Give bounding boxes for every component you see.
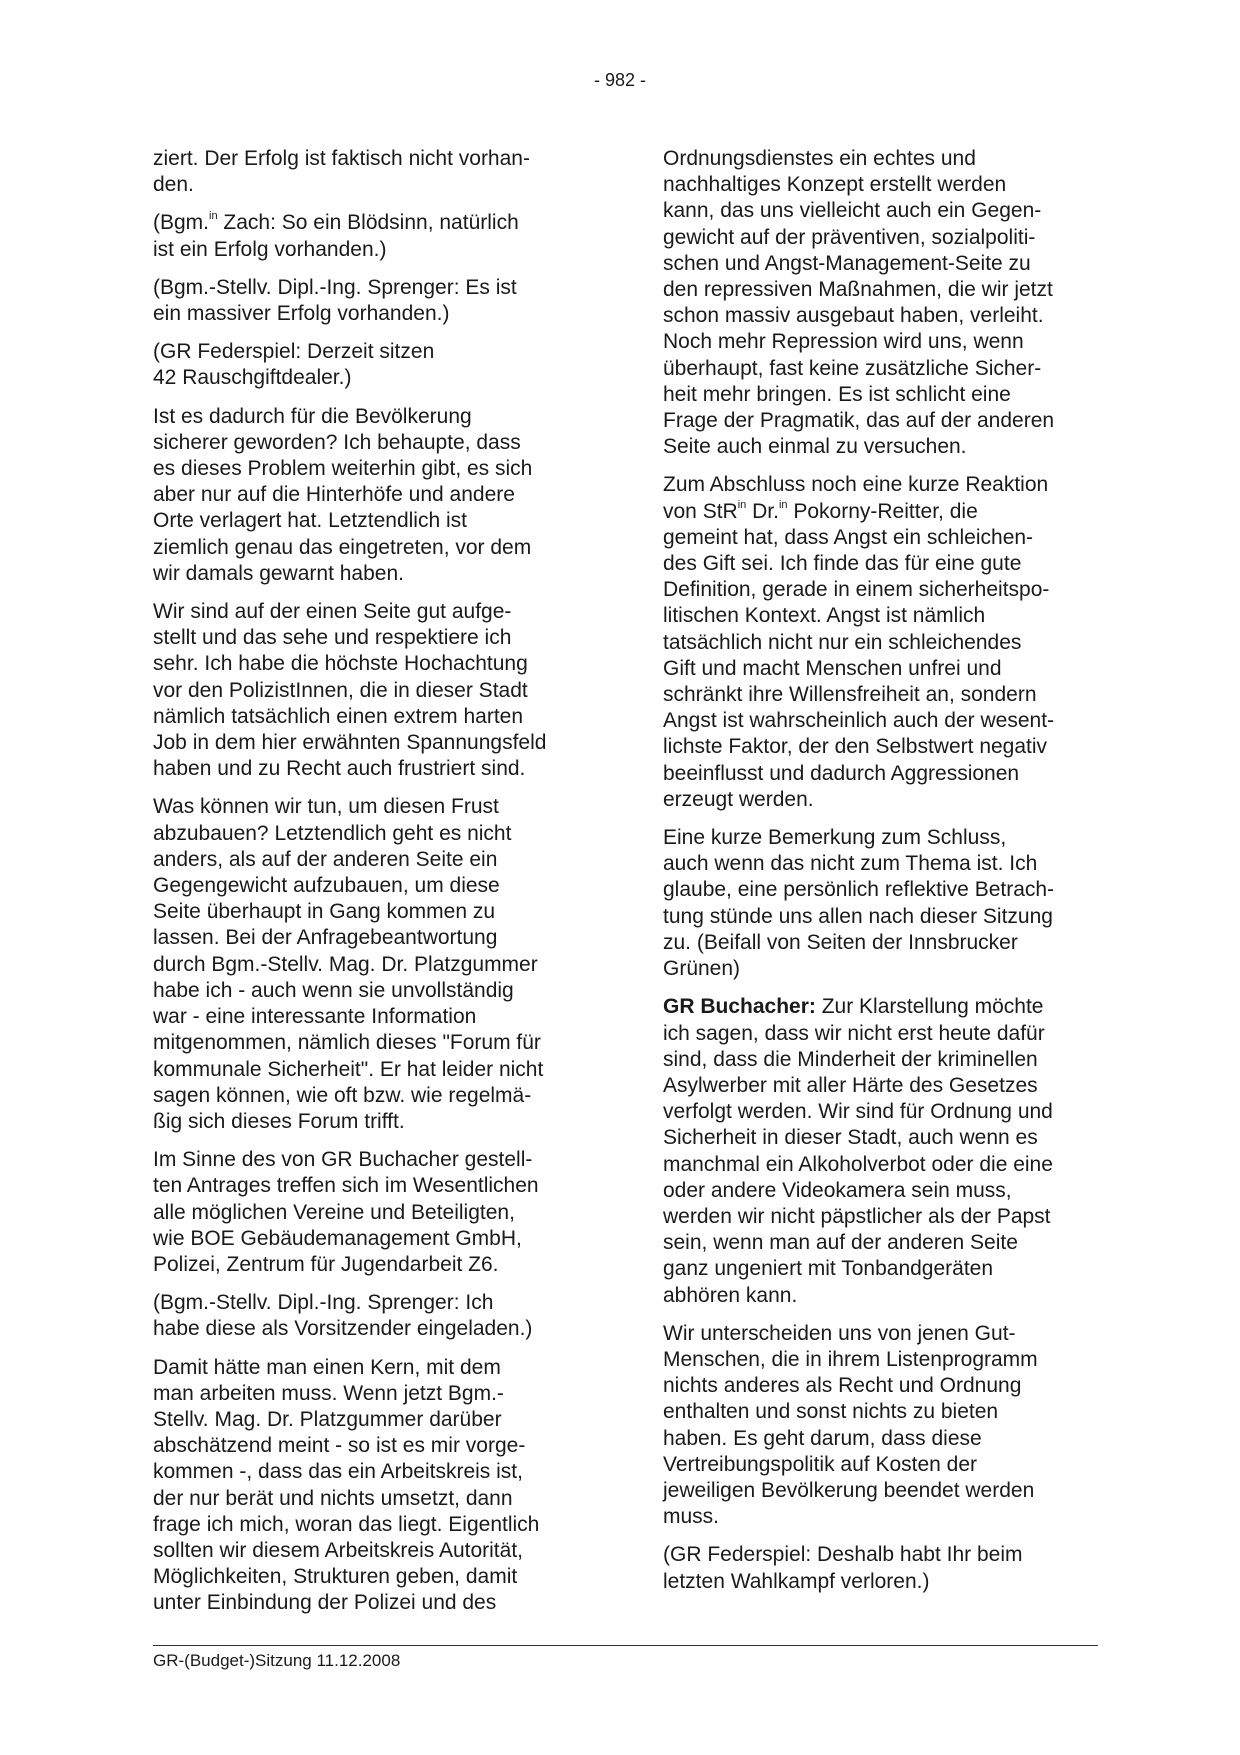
left-column — [153, 146, 593, 1629]
text-run: (Bgm. — [153, 211, 210, 235]
interjection-paragraph: (GR Federspiel: Derzeit sitzen 42 Rauschgiftdealer.) — [153, 340, 435, 390]
paragraph: Ist es dadurch für die Bevölkerung sicherer geworden? Ich behaupte, dass es dieses Problem weiterhin gibt, es sich aber nur auf die Hinterhöfe und andere Orte verlagert hat. Letztendlich ist ziemlich genau das eingetreten, vor dem wir damals gewarnt haben. — [153, 404, 533, 585]
interjection-paragraph — [153, 210, 593, 262]
superscript: in — [209, 210, 218, 223]
paragraph: Damit hätte man einen Kern, mit dem man arbeiten muss. Wenn jetzt Bgm.- Stellv. Mag. Dr. Platzgummer darüber abschätzend meint - so ist es mir vorge- kommen -, dass das ein Arbeitskreis ist, der nur berät und nichts umsetzt, dann frage ich mich, woran das liegt. Eigentlich sollten wir diesem Arbeitskreis Autorität, Möglichkeiten, Strukturen geben, damit unter Einbindung der Polizei und des — [153, 1355, 540, 1615]
speaker-name: GR Buchacher: — [663, 995, 816, 1019]
interjection-paragraph: (Bgm.-Stellv. Dipl.-Ing. Sprenger: Es ist ein massiver Erfolg vorhanden.) — [153, 275, 517, 326]
paragraph: ziert. Der Erfolg ist faktisch nicht vorhan- den. — [153, 147, 530, 197]
text-run: Zach: So ein Blödsinn, natürlich ist ein Erfolg vorhanden.) — [153, 211, 519, 261]
paragraph: Eine kurze Bemerkung zum Schluss, auch wenn das nicht zum Thema ist. Ich glaube, eine persönlich reflektive Betrach- tung stünde uns allen nach dieser Sitzung zu. (Beifall von Seiten der Innsbrucker Grünen) — [663, 826, 1055, 981]
page-number: - 982 - — [593, 70, 647, 90]
footer-rule — [153, 1645, 1098, 1646]
interjection-paragraph: (GR Federspiel: Deshalb habt Ihr beim letzten Wahlkampf verloren.) — [663, 1543, 1023, 1593]
interjection-paragraph: (Bgm.-Stellv. Dipl.-Ing. Sprenger: Ich habe diese als Vorsitzender eingeladen.) — [153, 1291, 533, 1341]
speaker-paragraph — [663, 994, 1103, 1308]
text-run: Pokorny-Reitter, die gemeint hat, dass Angst ein schleichen- des Gift sei. Ich finde das für eine gute Definition, gerade in einem sicherheitspo- litischen Kontext. Angst ist nämlich tatsächlich nicht nur ein schleichendes Gift und macht Menschen unfrei und schränkt ihre Willensfreiheit an, sondern Angst ist wahrscheinlich auch der wesent- lichste Faktor, der den Selbstwert negativ beeinflusst und dadurch Aggressionen erzeugt werden. — [663, 499, 1055, 811]
paragraph: Wir unterscheiden uns von jenen Gut- Menschen, die in ihrem Listenprogramm nichts anderes als Recht und Ordnung enthalten und sonst nichts zu bieten haben. Es geht darum, dass diese Vertreibungspolitik auf Kosten der jeweiligen Bevölkerung beendet werden muss. — [663, 1321, 1038, 1529]
superscript: in — [778, 498, 788, 511]
paragraph: Ordnungsdienstes ein echtes und nachhaltiges Konzept erstellt werden kann, das uns vielleicht auch ein Gegen- gewicht auf der präventiven, sozialpoliti- schen und Angst-Management-Seite zu den repressiven Maßnahmen, die wir jetzt schon massiv ausgebaut haben, verleiht. Noch mehr Repression wird uns, wenn überhaupt, fast keine zusätzliche Sicher- heit mehr bringen. Es ist schlicht eine Frage der Pragmatik, das auf der anderen Seite auch einmal zu versuchen. — [663, 147, 1055, 459]
paragraph: Im Sinne des von GR Buchacher gestell- ten Antrages treffen sich im Wesentlichen alle möglichen Vereine und Beteiligten, wie BOE Gebäudemanagement GmbH, Polizei, Zentrum für Jugendarbeit Z6. — [153, 1148, 539, 1276]
text-run: Zur Klarstellung möchte ich sagen, dass wir nicht erst heute dafür sind, dass die Minderheit der kriminellen Asylwerber mit aller Härte des Gesetzes verfolgt werden. Wir sind für Ordnung und Sicherheit in dieser Stadt, auch wenn es manchmal ein Alkoholverbot oder die eine oder andere Videokamera sein muss, werden wir nicht päpstlicher als der Papst sein, wenn man auf der anderen Seite ganz ungeniert mit Tonbandgeräten abhören kann. — [663, 995, 1053, 1307]
right-column — [663, 146, 1103, 1607]
footer-text: GR-(Budget-)Sitzung 11.12.2008 — [153, 1651, 401, 1670]
paragraph — [663, 472, 1103, 813]
superscript: in — [737, 498, 747, 511]
paragraph: Wir sind auf der einen Seite gut aufge- stellt und das sehe und respektiere ich sehr. Ich habe die höchste Hochachtung vor den PolizistInnen, die in dieser Stadt nämlich tatsächlich einen extrem harten Job in dem hier erwähnten Spannungsfeld haben und zu Recht auch frustriert sind. — [153, 600, 547, 781]
text-run: Dr. — [746, 499, 779, 523]
text-run: Zum Abschluss noch eine kurze Reaktion von StR — [663, 473, 1049, 523]
paragraph: Was können wir tun, um diesen Frust abzubauen? Letztendlich geht es nicht anders, als auf der anderen Seite ein Gegengewicht aufzubauen, um diese Seite überhaupt in Gang kommen zu lassen. Bei der Anfragebeantwortung durch Bgm.-Stellv. Mag. Dr. Platzgummer habe ich - auch wenn sie unvollständig war - eine interessante Information mitgenommen, nämlich dieses "Forum für kommunale Sicherheit". Er hat leider nicht sagen können, wie oft bzw. wie regelmä- ßig sich dieses Forum trifft. — [153, 795, 544, 1133]
